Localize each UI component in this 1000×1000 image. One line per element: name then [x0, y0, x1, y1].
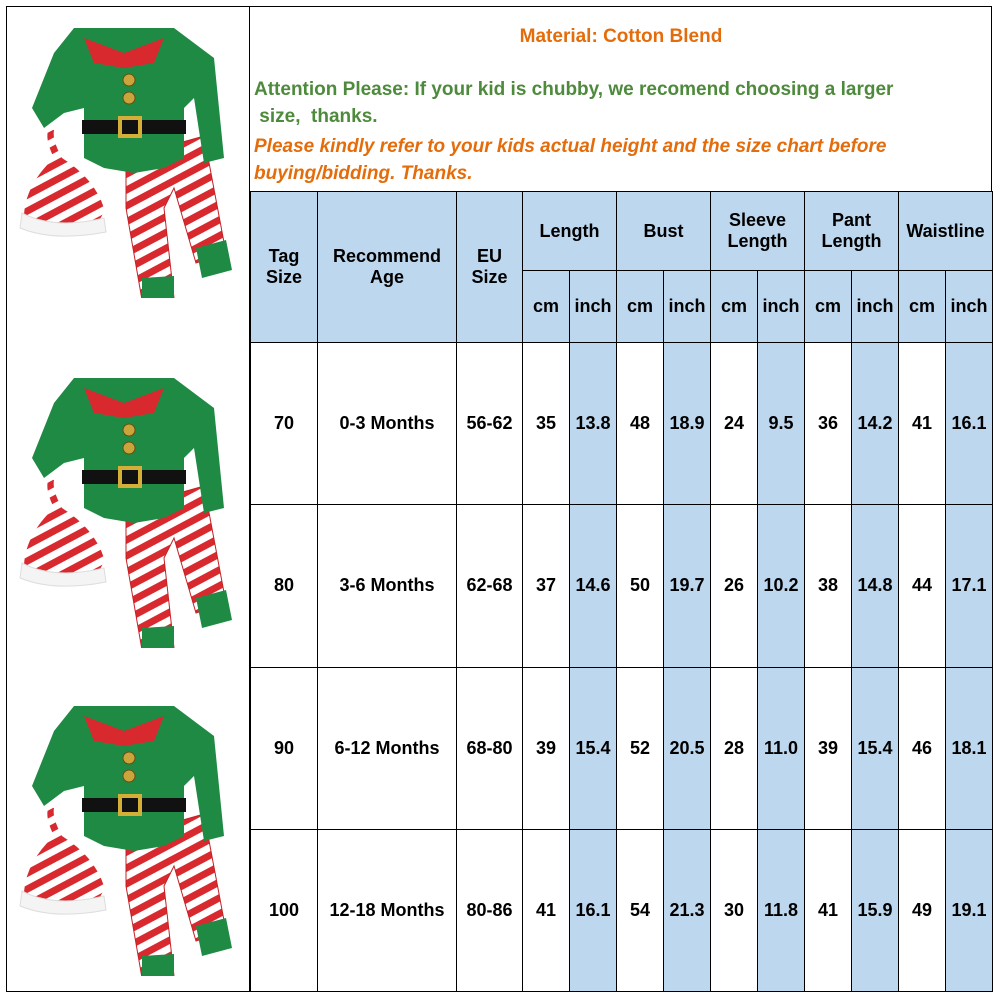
sleeve-inch-cell: 9.5	[758, 343, 805, 505]
age-cell: 0-3 Months	[318, 343, 457, 505]
table-header-row	[251, 192, 993, 271]
waist-inch-cell: 17.1	[946, 505, 993, 667]
pant-header: Pant Length	[805, 192, 899, 271]
sleeve-cm-cell: 26	[711, 505, 758, 667]
table-row	[251, 343, 993, 505]
inch-header: inch	[758, 271, 805, 343]
elf-outfit-icon	[14, 358, 242, 648]
sleeve-cm-cell: 30	[711, 829, 758, 991]
outfit-image	[14, 358, 242, 648]
sleeve-header: Sleeve Length	[711, 192, 805, 271]
elf-outfit-icon	[14, 8, 242, 298]
refer-line: buying/bidding. Thanks.	[254, 163, 473, 184]
waist-inch-cell: 18.1	[946, 667, 993, 829]
material-note: Material: Cotton Blend	[519, 26, 723, 47]
waist-inch-cell: 16.1	[946, 343, 993, 505]
length-cm-cell: 37	[523, 505, 570, 667]
tag-size-header: Tag Size	[251, 192, 318, 343]
waist-cm-cell: 46	[899, 667, 946, 829]
bust-inch-cell: 20.5	[664, 667, 711, 829]
tag-size-cell: 90	[251, 667, 318, 829]
length-inch-cell: 16.1	[570, 829, 617, 991]
eu-size-cell: 56-62	[457, 343, 523, 505]
age-cell: 6-12 Months	[318, 667, 457, 829]
elf-outfit-icon	[14, 686, 242, 976]
bust-cm-cell: 52	[617, 667, 664, 829]
age-header: Recommend Age	[318, 192, 457, 343]
pant-inch-cell: 15.4	[852, 667, 899, 829]
size-chart-table	[250, 191, 993, 992]
pant-cm-cell: 41	[805, 829, 852, 991]
outfit-image	[14, 686, 242, 976]
length-cm-cell: 35	[523, 343, 570, 505]
waist-cm-cell: 44	[899, 505, 946, 667]
waist-header: Waistline	[899, 192, 993, 271]
refer-note	[254, 133, 982, 187]
pant-cm-cell: 36	[805, 343, 852, 505]
length-cm-cell: 39	[523, 667, 570, 829]
cm-header: cm	[711, 271, 758, 343]
tag-size-cell: 70	[251, 343, 318, 505]
inch-header: inch	[946, 271, 993, 343]
age-cell: 3-6 Months	[318, 505, 457, 667]
attention-line: Attention Please: If your kid is chubby, we recomend choosing a larger	[254, 79, 894, 100]
eu-size-cell: 80-86	[457, 829, 523, 991]
waist-inch-cell: 19.1	[946, 829, 993, 991]
length-cm-cell: 41	[523, 829, 570, 991]
bust-cm-cell: 50	[617, 505, 664, 667]
eu-size-header: EU Size	[457, 192, 523, 343]
table-row	[251, 505, 993, 667]
length-header: Length	[523, 192, 617, 271]
pant-cm-cell: 39	[805, 667, 852, 829]
inch-header: inch	[664, 271, 711, 343]
pant-inch-cell: 14.8	[852, 505, 899, 667]
waist-cm-cell: 41	[899, 343, 946, 505]
pant-inch-cell: 14.2	[852, 343, 899, 505]
tag-size-cell: 100	[251, 829, 318, 991]
attention-note	[254, 76, 982, 130]
tag-size-cell: 80	[251, 505, 318, 667]
waist-cm-cell: 49	[899, 829, 946, 991]
cm-header: cm	[523, 271, 570, 343]
length-inch-cell: 15.4	[570, 667, 617, 829]
table-row	[251, 667, 993, 829]
sleeve-cm-cell: 28	[711, 667, 758, 829]
eu-size-cell: 68-80	[457, 667, 523, 829]
pant-inch-cell: 15.9	[852, 829, 899, 991]
sleeve-inch-cell: 11.8	[758, 829, 805, 991]
bust-header: Bust	[617, 192, 711, 271]
bust-cm-cell: 54	[617, 829, 664, 991]
cm-header: cm	[899, 271, 946, 343]
bust-inch-cell: 19.7	[664, 505, 711, 667]
eu-size-cell: 62-68	[457, 505, 523, 667]
sleeve-cm-cell: 24	[711, 343, 758, 505]
inch-header: inch	[852, 271, 899, 343]
bust-inch-cell: 21.3	[664, 829, 711, 991]
age-cell: 12-18 Months	[318, 829, 457, 991]
bust-inch-cell: 18.9	[664, 343, 711, 505]
inch-header: inch	[570, 271, 617, 343]
outfit-image	[14, 8, 242, 298]
length-inch-cell: 14.6	[570, 505, 617, 667]
pant-cm-cell: 38	[805, 505, 852, 667]
cm-header: cm	[617, 271, 664, 343]
cm-header: cm	[805, 271, 852, 343]
table-row	[251, 829, 993, 991]
notes-header	[250, 6, 992, 192]
sleeve-inch-cell: 10.2	[758, 505, 805, 667]
product-images-column	[6, 6, 250, 992]
sleeve-inch-cell: 11.0	[758, 667, 805, 829]
attention-line: size, thanks.	[254, 106, 378, 127]
refer-line: Please kindly refer to your kids actual height and the size chart before	[254, 136, 887, 157]
bust-cm-cell: 48	[617, 343, 664, 505]
length-inch-cell: 13.8	[570, 343, 617, 505]
